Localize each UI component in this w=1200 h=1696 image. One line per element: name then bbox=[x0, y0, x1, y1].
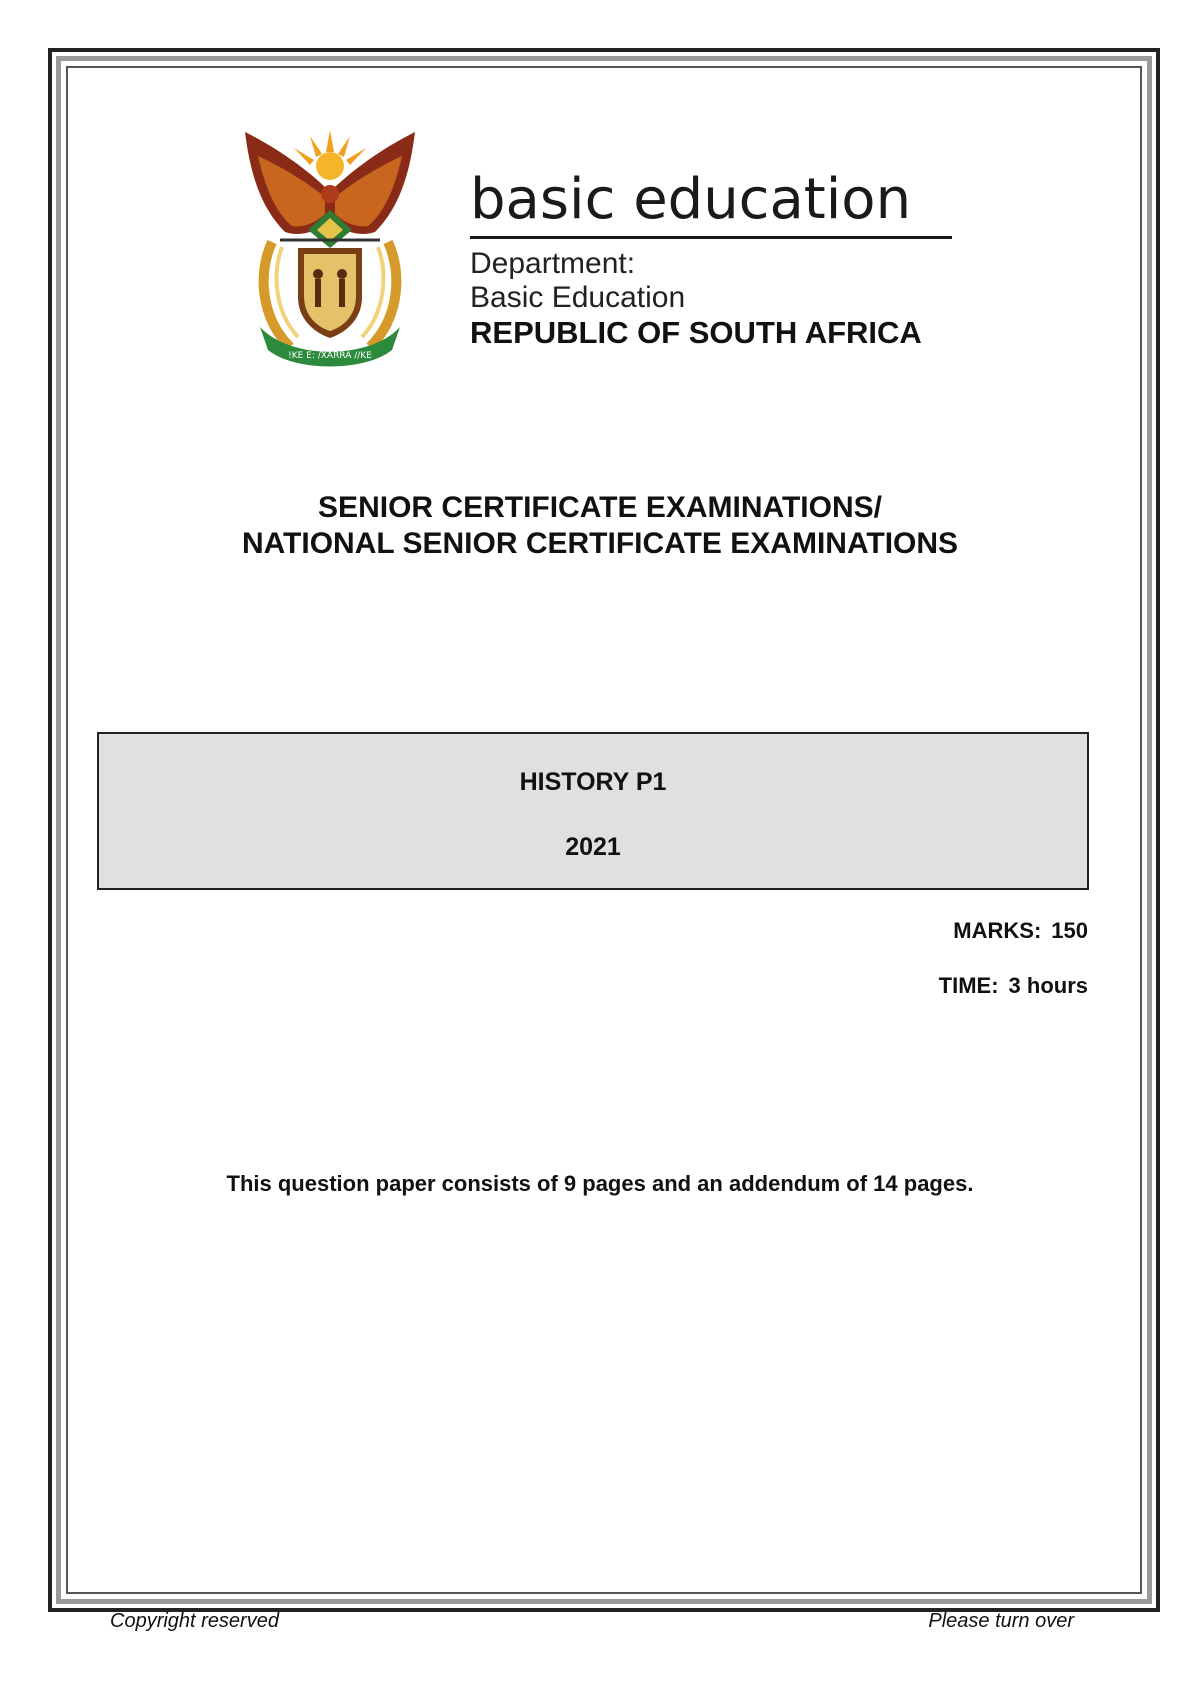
brand-wordmark: basic education bbox=[470, 167, 912, 232]
page-count-note: This question paper consists of 9 pages and an addendum of 14 pages. bbox=[226, 1171, 974, 1196]
marks-value: 150 bbox=[1051, 918, 1088, 943]
department-header bbox=[470, 168, 960, 351]
coat-of-arms-icon bbox=[230, 122, 430, 372]
exam-title bbox=[0, 490, 1200, 562]
subject-box bbox=[97, 732, 1089, 890]
bird-head-icon bbox=[321, 185, 339, 203]
exam-year: 2021 bbox=[565, 833, 621, 861]
exam-title-line-2: NATIONAL SENIOR CERTIFICATE EXAMINATIONS bbox=[241, 527, 959, 560]
time-label: TIME: bbox=[938, 973, 999, 998]
copyright-footer: Copyright reserved bbox=[110, 1610, 279, 1632]
exam-title-line-1: SENIOR CERTIFICATE EXAMINATIONS/ bbox=[318, 491, 882, 524]
marks-label: MARKS: bbox=[953, 918, 1042, 943]
time-line bbox=[688, 973, 1088, 999]
country-name: REPUBLIC OF SOUTH AFRICA bbox=[470, 315, 922, 350]
department-name: Basic Education bbox=[470, 281, 686, 314]
subject-name: HISTORY P1 bbox=[519, 768, 667, 796]
marks-line bbox=[688, 918, 1088, 944]
brand-divider bbox=[470, 236, 952, 239]
turn-over-footer: Please turn over bbox=[928, 1610, 1074, 1632]
time-value: 3 hours bbox=[1008, 973, 1088, 998]
crest-motto: !KE E: /XARRA //KE bbox=[288, 351, 372, 361]
department-label: Department: bbox=[470, 247, 636, 280]
